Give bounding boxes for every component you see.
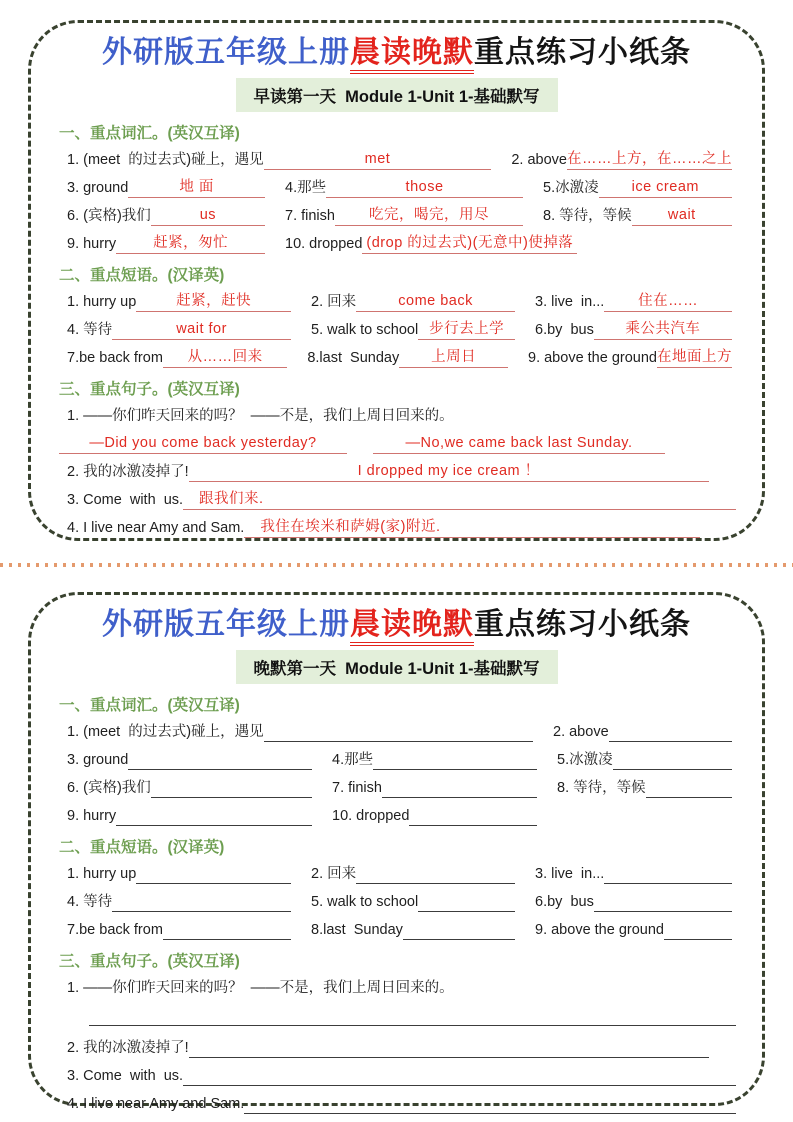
answer-blank xyxy=(112,320,291,340)
sentence-row xyxy=(67,1066,736,1086)
answer-blank xyxy=(128,178,265,198)
phrase-label: 6.by bus xyxy=(535,894,594,910)
title-part-blue: 外研版五年级上册 xyxy=(102,36,350,69)
phrase-label: 9. above the ground xyxy=(535,922,664,938)
morning-panel xyxy=(28,20,765,541)
vocab-label: 7. finish xyxy=(332,780,382,796)
phrase-item xyxy=(311,864,535,884)
answer-blank xyxy=(264,150,492,170)
vocab-item xyxy=(553,722,736,742)
answer-blank xyxy=(326,178,523,198)
sentence-row xyxy=(67,1038,736,1058)
vocab-row xyxy=(67,778,736,798)
phrase-item xyxy=(535,892,736,912)
answer-blank xyxy=(399,348,508,368)
empty-blank xyxy=(373,750,537,770)
vocab-item xyxy=(332,806,557,826)
answer-text: those xyxy=(405,179,444,195)
sentence-answer-row xyxy=(59,434,736,454)
sentence-row xyxy=(67,518,736,538)
phrase-label: 3. live in... xyxy=(535,294,605,310)
sentence-question: 1. ——你们昨天回来的吗？ ——不是，我们上周日回来的。 xyxy=(67,408,454,424)
answer-blank xyxy=(136,292,291,312)
empty-blank xyxy=(136,864,291,884)
vocab-item xyxy=(285,206,543,226)
day-banner-wrap xyxy=(57,650,736,684)
sentence-question: 2. 我的冰激凌掉了! xyxy=(67,1040,189,1056)
phrase-label: 5. walk to school xyxy=(311,322,419,338)
vocab-label: 1. (meet 的过去式)碰上，遇见 xyxy=(67,152,264,168)
vocab-label: 1. (meet 的过去式)碰上，遇见 xyxy=(67,724,264,740)
empty-blank xyxy=(189,1038,709,1058)
answer-text: 在……上方，在……之上 xyxy=(567,151,732,167)
vocab-row xyxy=(67,806,736,826)
phrase-label: 8.last Sunday xyxy=(307,350,400,366)
vocab-item xyxy=(67,806,332,826)
sentence-question: 2. 我的冰激凌掉了! xyxy=(67,464,189,480)
sentence-question: 4. I live near Amy and Sam. xyxy=(67,520,245,536)
empty-blank xyxy=(409,806,537,826)
vocab-label: 6. (宾格)我们 xyxy=(67,208,151,224)
answer-text: 上周日 xyxy=(431,349,477,365)
phrase-item xyxy=(535,920,736,940)
phrase-item xyxy=(311,920,535,940)
empty-blank xyxy=(128,750,312,770)
vocab-row xyxy=(67,234,736,254)
phrase-item xyxy=(67,864,311,884)
vocab-item xyxy=(67,234,285,254)
answer-blank xyxy=(418,320,515,340)
answer-text: I dropped my ice cream ！ xyxy=(357,463,540,479)
phrase-row xyxy=(67,320,736,340)
vocab-label: 10. dropped xyxy=(332,808,410,824)
phrase-row xyxy=(67,920,736,940)
phrase-label: 2. 回来 xyxy=(311,294,357,310)
vocab-item xyxy=(557,778,736,798)
answer-text: us xyxy=(199,207,217,223)
empty-blank xyxy=(382,778,537,798)
worksheet-title xyxy=(57,607,736,643)
phrase-item xyxy=(535,320,736,340)
sentence-question-row xyxy=(67,406,736,426)
vocab-item xyxy=(543,206,736,226)
sentence-answer-row xyxy=(67,1006,736,1026)
answer-blank xyxy=(362,234,577,254)
vocab-label: 6. (宾格)我们 xyxy=(67,780,151,796)
title-part-black: 重点练习小纸条 xyxy=(474,36,691,69)
sentence-row xyxy=(67,490,736,510)
phrase-item xyxy=(67,348,307,368)
answer-text: 吃完，喝完，用尽 xyxy=(368,207,489,223)
vocab-item xyxy=(67,206,285,226)
phrase-label: 8.last Sunday xyxy=(311,922,403,938)
answer-blank xyxy=(567,150,732,170)
vocab-label: 2. above xyxy=(511,152,567,168)
empty-blank xyxy=(646,778,732,798)
empty-blank xyxy=(403,920,515,940)
empty-blank xyxy=(89,1006,736,1026)
answer-blank xyxy=(599,178,732,198)
phrase-label: 7.be back from xyxy=(67,922,163,938)
vocab-item xyxy=(332,778,557,798)
vocab-label: 7. finish xyxy=(285,208,335,224)
vocab-label: 4.那些 xyxy=(285,180,327,196)
vocab-row xyxy=(67,722,736,742)
evening-panel xyxy=(28,592,765,1112)
vocab-item xyxy=(557,750,736,770)
answer-blank xyxy=(183,490,736,510)
phrase-label: 7.be back from xyxy=(67,350,163,366)
vocab-label: 5.冰激凌 xyxy=(557,752,613,768)
phrase-label: 2. 回来 xyxy=(311,866,357,882)
empty-blank xyxy=(609,722,732,742)
empty-blank xyxy=(183,1066,736,1086)
answer-blank xyxy=(373,434,665,454)
answer-text: 在地面上方 xyxy=(657,349,732,365)
answer-text: —No,we came back last Sunday. xyxy=(405,435,633,451)
vocab-row xyxy=(67,150,736,170)
answer-text: 我住在埃米和萨姆(家)附近. xyxy=(260,519,441,535)
sentence-row xyxy=(67,462,736,482)
phrase-label: 3. live in... xyxy=(535,866,605,882)
answer-blank xyxy=(189,462,709,482)
phrase-item xyxy=(67,320,311,340)
empty-blank xyxy=(356,864,515,884)
answer-blank xyxy=(116,234,265,254)
answer-text: ice cream xyxy=(631,179,699,195)
vocab-label: 9. hurry xyxy=(67,236,117,252)
phrase-item xyxy=(528,348,736,368)
phrase-label: 5. walk to school xyxy=(311,894,419,910)
answer-blank xyxy=(151,206,265,226)
phrase-item xyxy=(311,892,535,912)
vocab-item xyxy=(285,178,543,198)
answer-text: come back xyxy=(398,293,473,309)
vocab-row xyxy=(67,750,736,770)
vocab-row xyxy=(67,206,736,226)
phrase-label: 4. 等待 xyxy=(67,322,113,338)
evening-day-banner: 晚默第一天 Module 1-Unit 1-基础默写 xyxy=(236,650,558,684)
title-part-black: 重点练习小纸条 xyxy=(474,608,691,641)
empty-blank xyxy=(664,920,732,940)
cut-line-separator xyxy=(0,563,793,567)
sentence-question: 3. Come with us. xyxy=(67,1068,184,1084)
answer-text: 从……回来 xyxy=(187,349,263,365)
vocab-item xyxy=(67,150,511,170)
sentence-question-row xyxy=(67,978,736,998)
title-part-blue: 外研版五年级上册 xyxy=(102,608,350,641)
phrase-item xyxy=(311,320,535,340)
vocab-label: 5.冰激凌 xyxy=(543,180,599,196)
vocab-label: 10. dropped xyxy=(285,236,363,252)
sentence-question: 1. ——你们昨天回来的吗？ ——不是，我们上周日回来的。 xyxy=(67,980,454,996)
vocab-item xyxy=(511,150,736,170)
section-header-sentences: 三、重点句子。(英汉互译) xyxy=(59,953,240,970)
answer-blank xyxy=(632,206,732,226)
phrase-row xyxy=(67,864,736,884)
sentence-question: 4. I live near Amy and Sam. xyxy=(67,1096,245,1112)
phrase-row xyxy=(67,348,736,368)
phrase-item xyxy=(67,920,311,940)
section-header-vocab: 一、重点词汇。(英汉互译) xyxy=(59,125,240,142)
empty-blank xyxy=(594,892,732,912)
phrase-item xyxy=(535,864,736,884)
empty-blank xyxy=(112,892,291,912)
sentence-question: 3. Come with us. xyxy=(67,492,184,508)
phrase-item xyxy=(535,292,736,312)
vocab-label: 4.那些 xyxy=(332,752,374,768)
answer-blank xyxy=(657,348,732,368)
vocab-item xyxy=(332,750,557,770)
empty-blank xyxy=(418,892,515,912)
phrase-label: 9. above the ground xyxy=(528,350,657,366)
empty-blank xyxy=(604,864,732,884)
answer-blank xyxy=(594,320,732,340)
answer-text: 赶紧，赶快 xyxy=(176,293,252,309)
vocab-label: 3. ground xyxy=(67,752,129,768)
vocab-label: 8. 等待，等候 xyxy=(557,780,646,796)
empty-blank xyxy=(163,920,291,940)
answer-blank xyxy=(604,292,732,312)
answer-text: met xyxy=(364,151,391,167)
title-part-red-underlined: 晨读晚默 xyxy=(350,608,474,646)
empty-blank xyxy=(151,778,312,798)
vocab-row xyxy=(67,178,736,198)
answer-text: 乘公共汽车 xyxy=(625,321,701,337)
phrase-item xyxy=(67,292,311,312)
vocab-label: 3. ground xyxy=(67,180,129,196)
phrase-row xyxy=(67,292,736,312)
phrase-item xyxy=(307,348,528,368)
vocab-item xyxy=(67,178,285,198)
day-banner-wrap xyxy=(57,78,736,112)
phrase-item xyxy=(311,292,535,312)
phrase-label: 1. hurry up xyxy=(67,866,137,882)
vocab-label: 9. hurry xyxy=(67,808,117,824)
empty-blank xyxy=(116,806,312,826)
answer-text: 跟我们来. xyxy=(199,491,264,507)
sentence-row xyxy=(67,1094,736,1114)
worksheet-title xyxy=(57,35,736,71)
empty-blank xyxy=(613,750,732,770)
answer-text: (drop 的过去式)(无意中)使掉落 xyxy=(366,235,574,251)
phrase-row xyxy=(67,892,736,912)
answer-blank xyxy=(335,206,523,226)
vocab-item xyxy=(67,722,553,742)
vocab-item xyxy=(67,778,332,798)
answer-text: 住在…… xyxy=(638,293,699,309)
answer-text: 步行去上学 xyxy=(429,321,505,337)
answer-text: —Did you come back yesterday? xyxy=(89,435,317,451)
phrase-label: 4. 等待 xyxy=(67,894,113,910)
section-header-sentences: 三、重点句子。(英汉互译) xyxy=(59,381,240,398)
vocab-label: 2. above xyxy=(553,724,609,740)
empty-blank xyxy=(244,1094,736,1114)
phrase-label: 1. hurry up xyxy=(67,294,137,310)
empty-blank xyxy=(264,722,533,742)
title-part-red-underlined: 晨读晚默 xyxy=(350,36,474,74)
section-header-vocab: 一、重点词汇。(英汉互译) xyxy=(59,697,240,714)
answer-text: 赶紧，匆忙 xyxy=(153,235,229,251)
answer-text: wait for xyxy=(176,321,227,337)
vocab-label: 8. 等待，等候 xyxy=(543,208,632,224)
morning-day-banner: 早读第一天 Module 1-Unit 1-基础默写 xyxy=(236,78,558,112)
answer-blank xyxy=(244,518,700,538)
answer-text: wait xyxy=(667,207,696,223)
phrase-label: 6.by bus xyxy=(535,322,594,338)
phrase-item xyxy=(67,892,311,912)
section-header-phrases: 二、重点短语。(汉译英) xyxy=(59,839,225,856)
vocab-item xyxy=(543,178,736,198)
vocab-item xyxy=(67,750,332,770)
vocab-item xyxy=(285,234,736,254)
answer-blank xyxy=(356,292,515,312)
answer-blank xyxy=(59,434,347,454)
answer-blank xyxy=(163,348,287,368)
section-header-phrases: 二、重点短语。(汉译英) xyxy=(59,267,225,284)
answer-text: 地 面 xyxy=(179,179,214,195)
